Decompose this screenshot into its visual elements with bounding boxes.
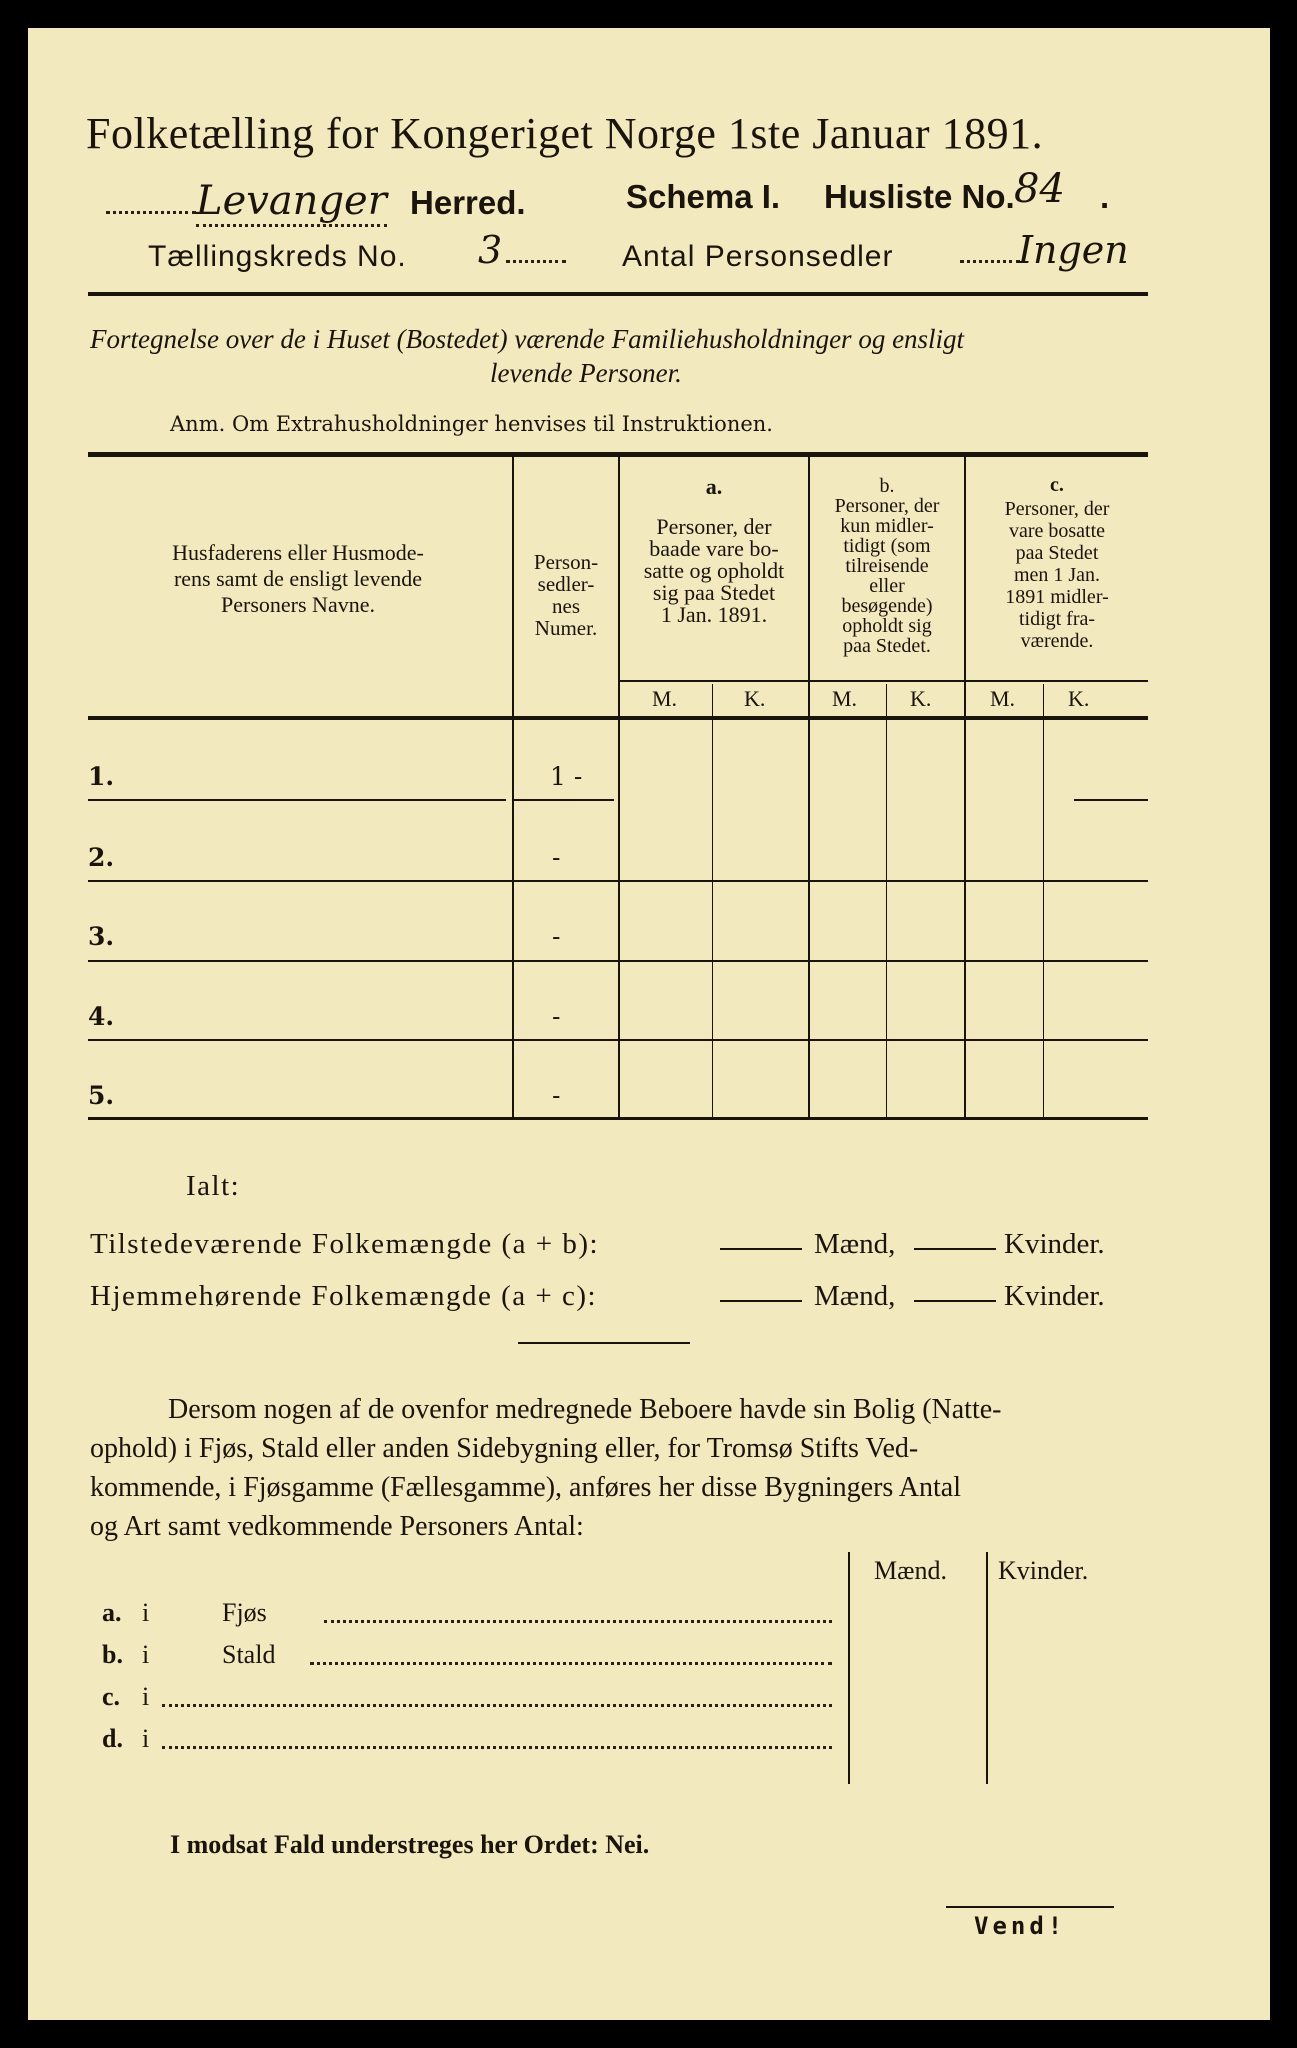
row-number: 3.: [88, 922, 115, 951]
annotation: Anm. Om Extrahusholdninger henvises til Instruktionen.: [170, 412, 773, 436]
buildings-maend: Mænd.: [874, 1556, 947, 1585]
building-row: a. i Fjøs: [102, 1598, 267, 1627]
schema-label: Schema I.: [626, 178, 781, 215]
herred-value: Levanger: [196, 178, 387, 227]
instructions-paragraph: Dersom nogen af de ovenfor medregnede Beboere havde sin Bolig (Natte- ophold) i Fjøs, Stald eller anden Sidebygning eller, for Tromsø Stifts Ved- kommende, i Fjøsgamme (Fællesgamme), anføres her disse Bygningers Antal og Art samt vedkommende Personers Antal:: [90, 1394, 1002, 1542]
row-number: 2.: [88, 843, 115, 872]
ialt-label: Ialt:: [186, 1170, 241, 1202]
row-person-number: -: [552, 843, 561, 872]
row-line: [88, 1039, 1148, 1041]
building-row: c. i: [102, 1682, 150, 1711]
kvinder-label: Kvinder.: [1004, 1228, 1105, 1260]
subtitle-line2: levende Personer.: [490, 358, 682, 388]
header-number: Person- sedler- nes Numer.: [533, 550, 599, 640]
col-a-k: K.: [744, 686, 766, 711]
building-row: b. i Stald: [102, 1640, 276, 1669]
maend-label: Mænd,: [814, 1228, 896, 1260]
row-person-number: -: [552, 1081, 561, 1110]
herred-line: [106, 178, 526, 224]
husliste-label: Husliste No.: [824, 178, 1015, 215]
row-person-number: -: [552, 922, 561, 951]
vend-label: Vend!: [974, 1912, 1067, 1940]
subtitle-line1: Fortegnelse over de i Huset (Bostedet) værende Familiehusholdninger og ensligt: [90, 324, 965, 354]
header-col-b: b. Personer, der kun midler- tidigt (som tilreisende eller besøgende) opholdt sig paa Stedet.: [834, 475, 940, 657]
husliste-value: 84: [1014, 166, 1065, 212]
header-col-a: a. Personer, der baade vare bo- satte og opholdt sig paa Stedet 1 Jan. 1891.: [643, 474, 785, 627]
tilstede-label: Tilstedeværende Folkemængde (a + b):: [90, 1228, 600, 1260]
col-c-m: M.: [990, 686, 1016, 711]
header-rule: [88, 292, 1148, 296]
kvinder-label: Kvinder.: [1004, 1280, 1105, 1312]
row-line: [88, 960, 1148, 962]
row-number: 5.: [88, 1081, 115, 1110]
row-line: [88, 799, 506, 801]
personsedler-label: Antal Personsedler: [622, 240, 894, 273]
header-names: Husfaderens eller Husmode- rens samt de ensligt levende Personers Navne.: [172, 540, 424, 617]
kreds-label: Tællingskreds No.: [148, 240, 407, 273]
divider: [518, 1342, 690, 1344]
row-number: 1.: [88, 762, 115, 791]
maend-label: Mænd,: [814, 1280, 896, 1312]
form-title: Folketælling for Kongeriget Norge 1ste Januar 1891.: [86, 109, 1044, 158]
col-c-k: K.: [1068, 686, 1090, 711]
footer-note: I modsat Fald understreges her Ordet: Nei.: [170, 1830, 650, 1859]
buildings-kvinder: Kvinder.: [998, 1556, 1089, 1585]
row-person-number: -: [552, 1002, 561, 1031]
hjemme-label: Hjemmehørende Folkemængde (a + c):: [90, 1280, 598, 1312]
personsedler-value: Ingen: [1018, 228, 1129, 272]
row-number: 4.: [88, 1002, 115, 1031]
col-b-k: K.: [910, 686, 932, 711]
header-col-c: c. Personer, der vare bosatte paa Stedet men 1 Jan. 1891 midler- tidigt fra- værende.: [1004, 474, 1110, 652]
row-person-number: 1 -: [550, 762, 583, 791]
census-form: Folketælling for Kongeriget Norge 1ste Januar 1891. Levanger Herred. Schema I. Husliste No. 84 . Tællingskreds No. 3 Antal Personsedler Ingen Fortegnelse over de i Huset (Bostedet) værende Familiehusholdninger og ensligt levende Personer. Anm. Om Extrahusholdninger henvises til Instruktionen. Husfaderens eller Husmode- rens samt de ensligt levende Personers Navne. Person- sedler- nes Numer. a. Personer, der baade vare bo- satte og opholdt sig paa Stedet 1 Jan. 1891. b. Personer, der kun midler- tidigt (som tilreisende eller besøgende) opholdt sig paa Stedet. c. Personer, der vare bosatte paa Stedet men 1 Jan. 1891 midler- tidigt fra- værende. M. K. M. K. M. K. 1. 1 - 2. - 3. - 4. - 5. - Ialt: Tilstedeværende Folkemængde (a + b): Mænd, Kvinder. Hjemmehørende Folkemængde (a + c): Mænd, Kvinder. Dersom nogen af de ovenfor medregnede Beboere havde sin Bolig (Natte- ophold) i Fjøs, Stald eller anden Sidebygning eller, for Tromsø Stifts Ved- kommende, i Fjøsgamme (Fællesgamme), anføres her disse Bygningers Antal og Art samt vedkommende Personers Antal: Mænd. Kvinder. a. i Fjøs b. i Stald c. i d. i I modsat Fald understreges her Ordet: Nei. Vend!: [28, 28, 1270, 2020]
col-b-m: M.: [832, 686, 858, 711]
kreds-value: 3: [478, 228, 503, 272]
herred-label: Herred.: [410, 184, 526, 221]
row-line: [88, 880, 1148, 882]
building-row: d. i: [102, 1724, 150, 1753]
col-a-m: M.: [652, 686, 678, 711]
